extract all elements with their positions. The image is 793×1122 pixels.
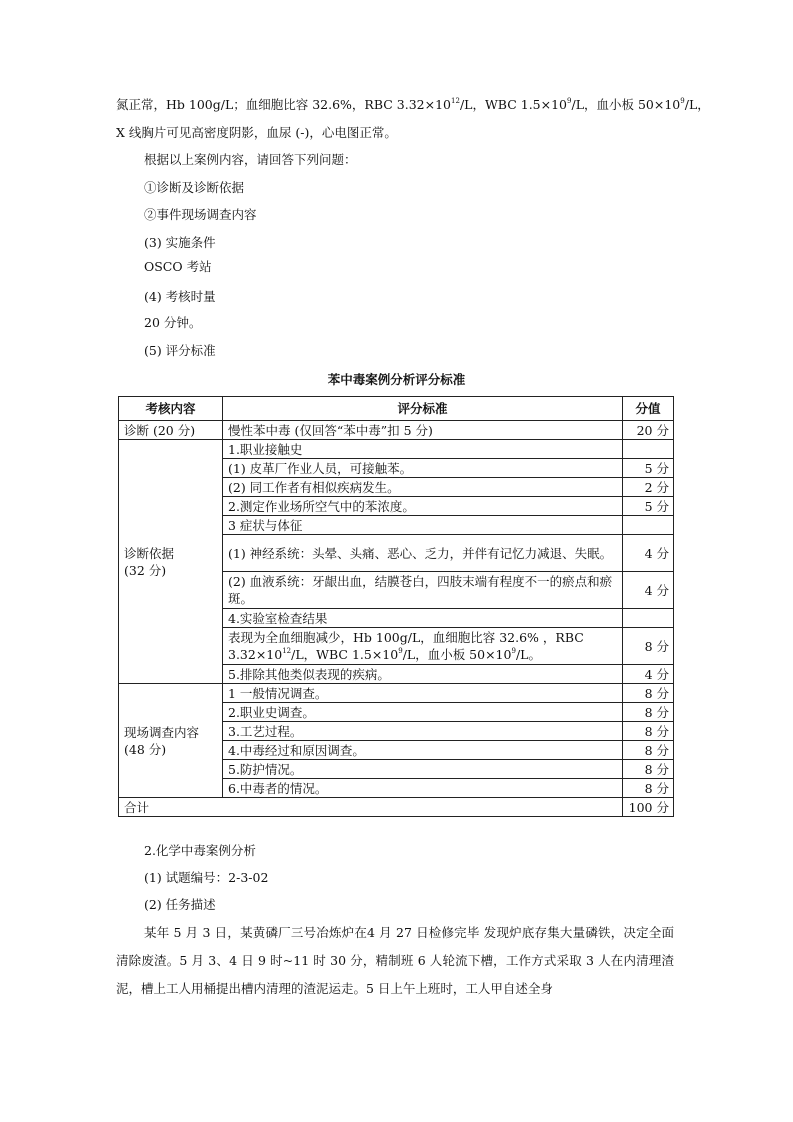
table-header-row — [119, 397, 674, 421]
table-row — [119, 684, 674, 703]
cell-score: 4 分 — [623, 665, 674, 684]
cell-score: 4 分 — [623, 572, 674, 609]
text: /L，WBC 1.5×10 — [291, 647, 399, 662]
header-content: 考核内容 — [119, 397, 223, 421]
category-label: 现场调查内容 — [124, 724, 200, 740]
section-2-heading: 2.化学中毒案例分析 — [144, 843, 256, 858]
cell-criterion-lab-results — [223, 628, 623, 665]
duration-value: 20 分钟。 — [144, 315, 202, 330]
scoring-table — [118, 396, 674, 817]
cell-criterion: 5.排除其他类似表现的疾病。 — [223, 665, 623, 684]
superscript: 9 — [680, 97, 685, 105]
text: /L。 — [515, 647, 541, 662]
cell-criterion: 1.职业接触史 — [223, 440, 623, 459]
cell-score: 5 分 — [623, 497, 674, 516]
cell-criterion: (1) 神经系统：头晕、头痛、恶心、乏力，并伴有记忆力减退、失眠。 — [223, 535, 623, 572]
cell-criterion: 6.中毒者的情况。 — [223, 779, 623, 798]
cell-criterion: 2.测定作业场所空气中的苯浓度。 — [223, 497, 623, 516]
cell-criterion: 3.工艺过程。 — [223, 722, 623, 741]
cell-category — [119, 440, 223, 684]
cell-total-label: 合计 — [119, 798, 623, 817]
superscript: 12 — [451, 97, 460, 105]
cell-score — [623, 609, 674, 628]
text: 氮正常，Hb 100g/L；血细胞比容 32.6%，RBC 3.32×10 — [116, 97, 452, 112]
cell-score: 2 分 — [623, 478, 674, 497]
cell-score: 8 分 — [623, 741, 674, 760]
cell-score: 8 分 — [623, 684, 674, 703]
question-id: (1) 试题编号：2-3-02 — [144, 870, 269, 885]
cell-total-score: 100 分 — [623, 798, 674, 817]
cell-criterion: 5.防护情况。 — [223, 760, 623, 779]
text: 表现为全血细胞减少，Hb 100g/L，血细胞比容 32.6% ，RBC 3.32×10 — [228, 630, 584, 662]
case-paragraph: 某年 5 月 3 日，某黄磷厂三号冶炼炉在4 月 27 日检修完毕 发现炉底存集大量磷铁，决定全面清除废渣。5 月 3、4 日 9 时~11 时 30 分，精制班 6 人轮流下槽，工作方式采取 3 人在内清理渣泥，槽上工人用桶提出槽内清理的渣泥运走。5 日上午上班时，工人甲自述全身 — [116, 925, 674, 996]
section-conditions: (3) 实施条件 — [144, 235, 216, 250]
cell-criterion: (2) 血液系统：牙龈出血，结膜苍白，四肢末端有程度不一的瘀点和瘀斑。 — [223, 572, 623, 609]
text: /L，血小板 50×10 — [402, 647, 512, 662]
cell-criterion: 3 症状与体征 — [223, 516, 623, 535]
cell-criterion: 2.职业史调查。 — [223, 703, 623, 722]
cell-category — [119, 684, 223, 798]
cell-score: 8 分 — [623, 779, 674, 798]
cell-score: 5 分 — [623, 459, 674, 478]
question-2: ②事件现场调查内容 — [144, 207, 257, 222]
cell-category: 诊断 (20 分) — [119, 421, 223, 440]
category-label: 诊断依据 — [124, 545, 175, 561]
cell-criterion: (1) 皮革厂作业人员，可接触苯。 — [223, 459, 623, 478]
cell-score — [623, 440, 674, 459]
table-row — [119, 421, 674, 440]
category-points: (32 分) — [124, 562, 167, 578]
superscript: 9 — [398, 647, 403, 655]
conditions-value: OSCO 考站 — [144, 259, 212, 274]
text: /L，血小板 50×10 — [571, 97, 681, 112]
table-title: 苯中毒案例分析评分标准 — [327, 372, 466, 387]
superscript: 12 — [282, 647, 292, 655]
question-1: ①诊断及诊断依据 — [144, 180, 245, 195]
cell-criterion: 4.中毒经过和原因调查。 — [223, 741, 623, 760]
cell-score — [623, 516, 674, 535]
section-duration: (4) 考核时量 — [144, 289, 216, 304]
section-scoring: (5) 评分标准 — [144, 343, 216, 358]
cell-score: 8 分 — [623, 760, 674, 779]
cell-criterion: 慢性苯中毒 (仅回答“苯中毒”扣 5 分) — [223, 421, 623, 440]
intro-line-2: X 线胸片可见高密度阴影，血尿 (-)，心电图正常。 — [116, 125, 397, 140]
intro-line-1 — [116, 97, 710, 113]
superscript: 9 — [511, 647, 516, 655]
cell-criterion: (2) 同工作者有相似疾病发生。 — [223, 478, 623, 497]
cell-score: 20 分 — [623, 421, 674, 440]
header-score: 分值 — [623, 397, 674, 421]
superscript: 9 — [567, 97, 572, 105]
cell-score: 4 分 — [623, 535, 674, 572]
cell-criterion: 1 一般情况调查。 — [223, 684, 623, 703]
cell-criterion: 4.实验室检查结果 — [223, 609, 623, 628]
question-prompt: 根据以上案例内容，请回答下列问题： — [144, 152, 357, 167]
category-points: (48 分) — [124, 741, 167, 757]
text: /L， — [684, 97, 710, 112]
cell-score: 8 分 — [623, 722, 674, 741]
cell-score: 8 分 — [623, 703, 674, 722]
header-criteria: 评分标准 — [223, 397, 623, 421]
cell-score: 8 分 — [623, 628, 674, 665]
text: /L，WBC 1.5×10 — [459, 97, 568, 112]
task-description-heading: (2) 任务描述 — [144, 897, 216, 912]
table-row — [119, 440, 674, 459]
table-total-row — [119, 798, 674, 817]
